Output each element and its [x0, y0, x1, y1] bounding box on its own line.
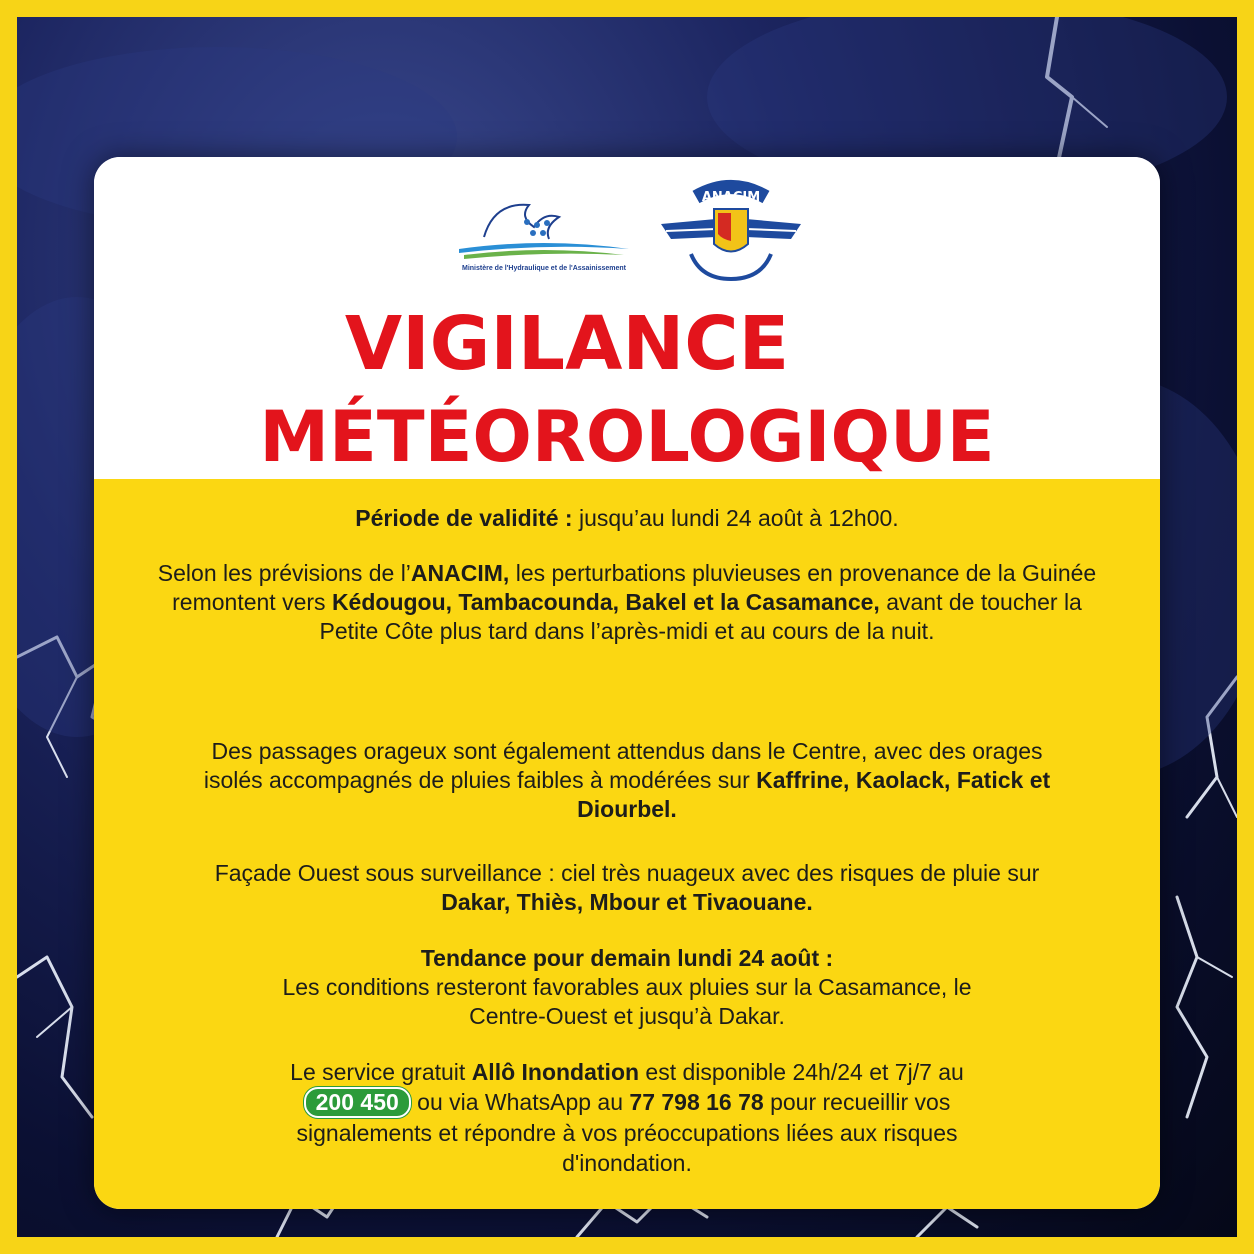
validity-label: Période de validité :: [355, 505, 573, 531]
service-text-4: pour recueillir vos signalements et répondre à vos préoccupations liées aux risques d'inondation.: [296, 1089, 958, 1176]
forecast-regions: Kédougou, Tambacounda, Bakel et la Casamance,: [331, 589, 880, 615]
forecast-text-2: les perturbations pluvieuses en provenance de la Guinée remontent vers: [172, 560, 1097, 615]
title-line-1: VIGILANCE: [344, 301, 790, 387]
bulletin-body: [94, 479, 1160, 1209]
service-paragraph: [259, 1057, 995, 1178]
storms-regions: Kaffrine, Kaolack, Fatick et Diourbel.: [577, 767, 1051, 822]
card-header: [94, 157, 1160, 479]
info-card: [94, 157, 1160, 1209]
storms-paragraph: [189, 737, 1065, 824]
anacim-logo: [656, 179, 806, 289]
forecast-agency: ANACIM,: [410, 560, 510, 586]
title-line-2: MÉTÉOROLOGIQUE: [259, 396, 995, 478]
forecast-text-1: Selon les prévisions de l’: [157, 560, 411, 586]
anacim-logo-text: ANACIM: [701, 190, 761, 205]
anacim-logo-icon: [656, 179, 806, 289]
storms-text: Des passages orageux sont également attendus dans le Centre, avec des orages isolés accompagnés de pluies faibles à modérées sur: [203, 738, 1043, 793]
trend-text: Les conditions resteront favorables aux pluies sur la Casamance, le Centre-Ouest et jusqu’à Dakar.: [282, 974, 972, 1029]
west-regions: Dakar, Thiès, Mbour et Tivaouane.: [441, 889, 813, 915]
west-text: Façade Ouest sous surveillance : ciel très nuageux avec des risques de pluie sur: [214, 860, 1040, 886]
ministry-logo: [449, 187, 639, 277]
service-text-1: Le service gratuit: [290, 1059, 472, 1085]
forecast-text-3: avant de toucher la Petite Côte plus tard dans l’après-midi et au cours de la nuit.: [319, 589, 1082, 644]
service-text-2: est disponible 24h/24 et 7j/7 au: [639, 1059, 964, 1085]
validity-value: jusqu’au lundi 24 août à 12h00.: [572, 505, 899, 531]
ministry-caption: Ministère de l'Hydraulique et de l'Assainissement: [462, 265, 626, 272]
service-text-3: ou via WhatsApp au: [410, 1089, 630, 1115]
ministry-hydraulique-logo-icon: [449, 187, 639, 267]
forecast-paragraph: [154, 559, 1100, 646]
service-name: Allô Inondation: [471, 1059, 640, 1085]
trend-heading: Tendance pour demain lundi 24 août :: [420, 945, 834, 971]
whatsapp-number[interactable]: 77 798 16 78: [629, 1089, 764, 1115]
west-paragraph: [179, 859, 1075, 917]
hotline-number-badge[interactable]: 200 450: [304, 1087, 411, 1118]
validity-period: [134, 504, 1120, 533]
